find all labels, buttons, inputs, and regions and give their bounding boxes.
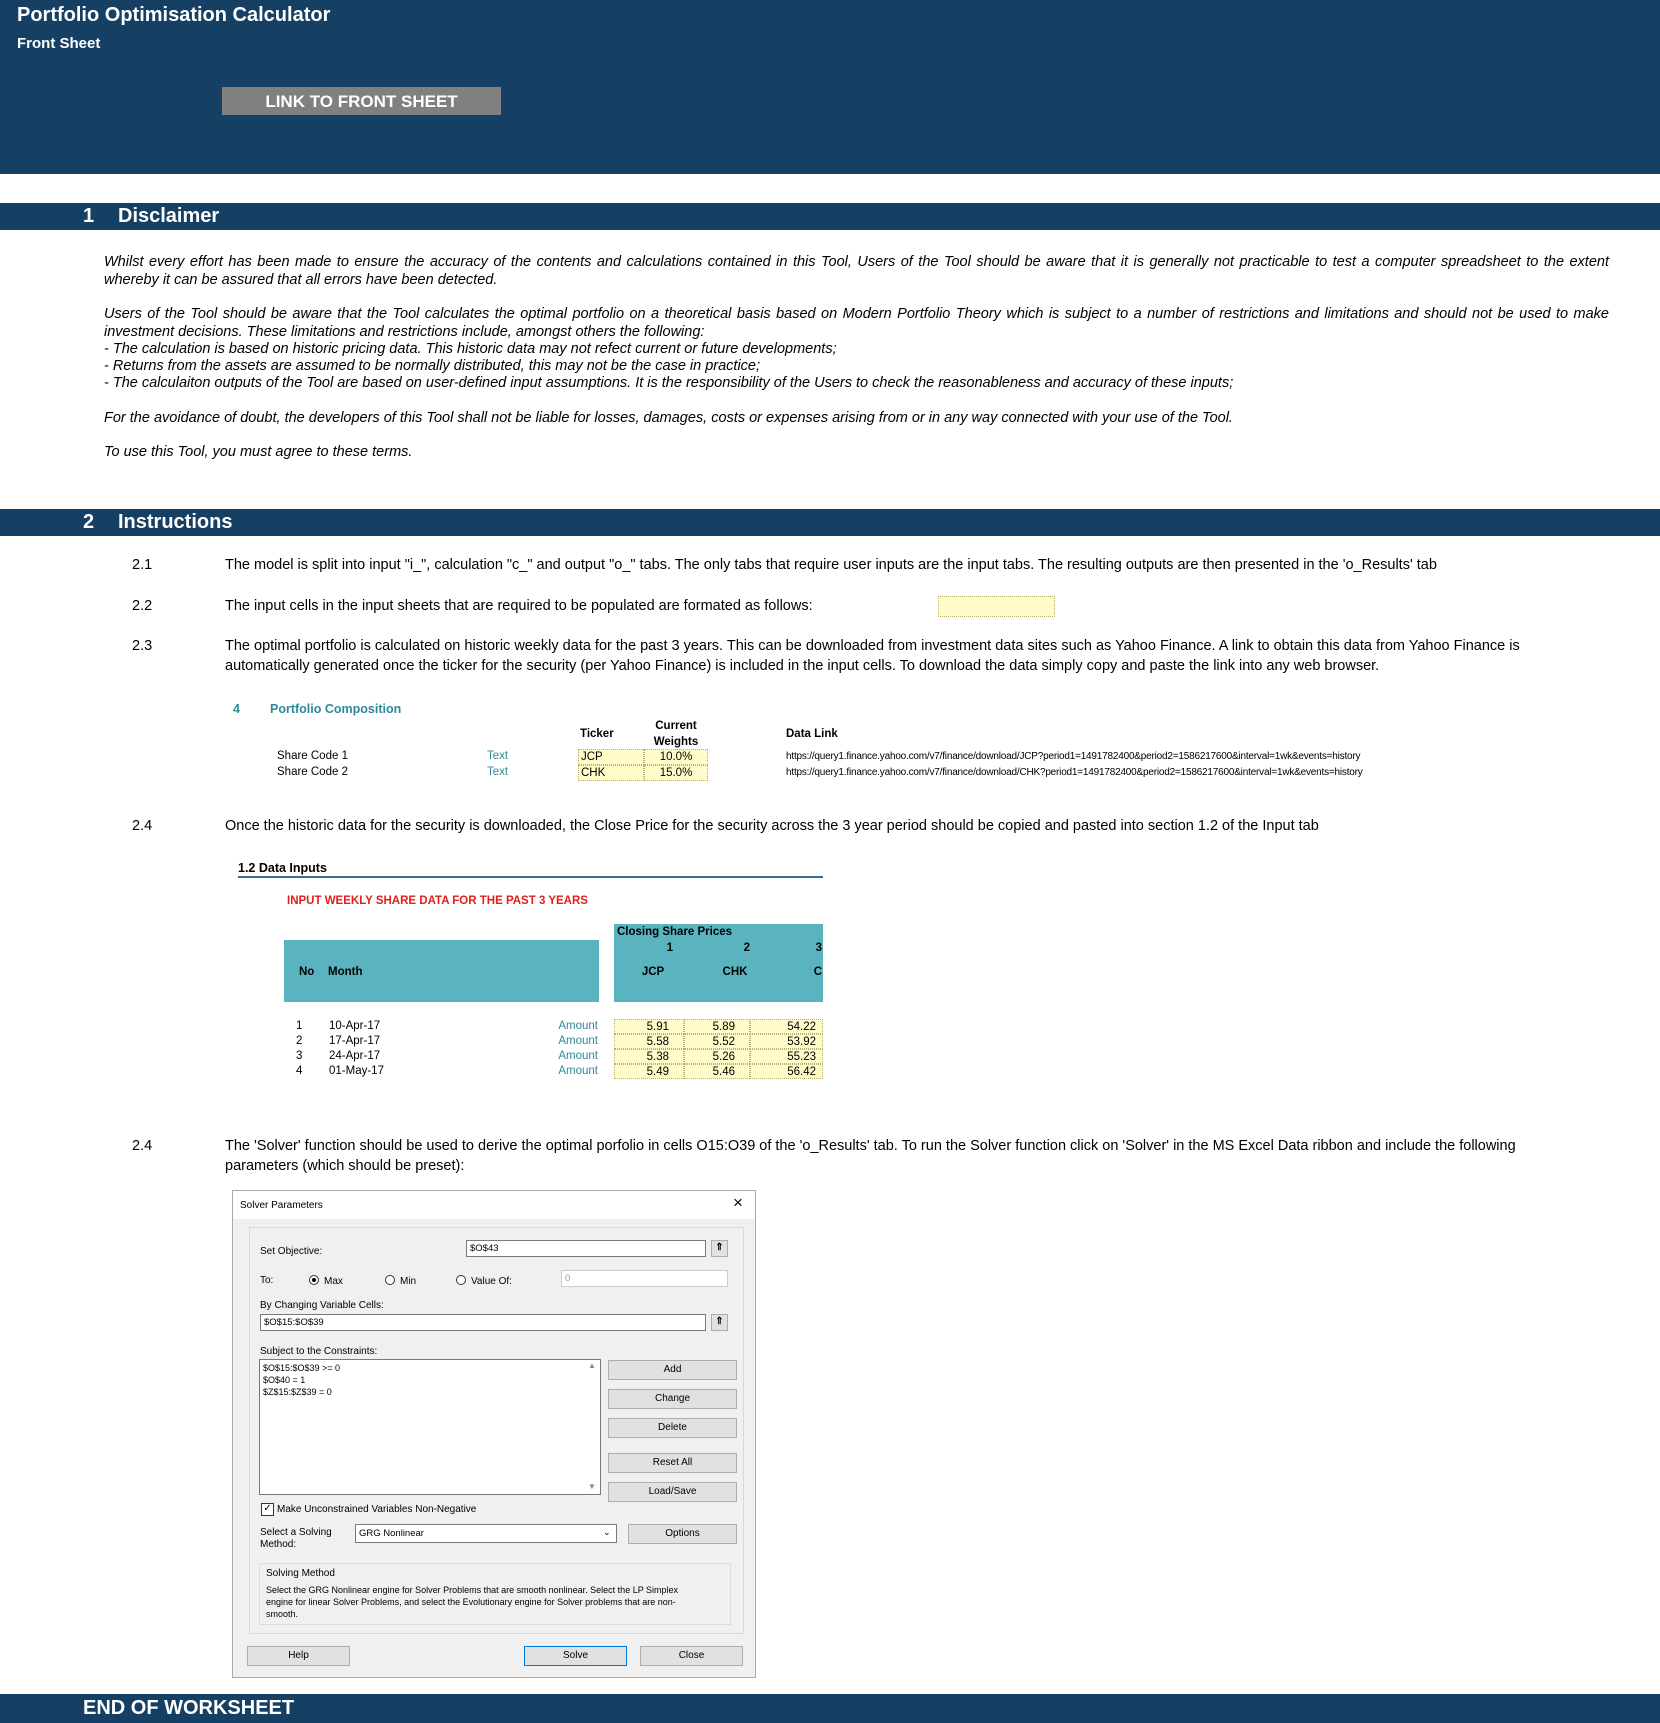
delete-button[interactable]: Delete (608, 1418, 737, 1438)
disclaimer-paragraph-1: Whilst every effort has been made to ensure the accuracy of the contents and calculations contained in this Tool, Users of the Tool should be aware that it is generally not practicable to test a computer spreadsheet to the extent whereby it can be assured that all errors have been detected. (104, 254, 1609, 288)
disclaimer-bullet-2: - Returns from the assets are assumed to be normally distributed, this may not be the case in practice; (104, 358, 761, 374)
disclaimer-paragraph-3: For the avoidance of doubt, the developers of this Tool shall not be liable for losses, damages, costs or expenses arising from or in any way connected with your use of the Tool. (104, 410, 1233, 426)
help-button[interactable]: Help (247, 1646, 350, 1666)
price-input[interactable]: 5.38 (614, 1049, 684, 1064)
method-select[interactable]: GRG Nonlinear (355, 1524, 617, 1543)
row-month: 24-Apr-17 (329, 1050, 381, 1062)
col-data-link: Data Link (786, 728, 838, 740)
row-type: Amount (558, 1065, 598, 1077)
solver-parameters-dialog (232, 1190, 756, 1678)
col-weights-line1: Current (655, 720, 697, 732)
col-num: 3 (815, 942, 822, 954)
row-month: 17-Apr-17 (329, 1035, 381, 1047)
price-input[interactable]: 54.22 (750, 1019, 823, 1034)
method-label-line2: Method: (260, 1539, 297, 1550)
scroll-down-icon[interactable]: ▼ (588, 1482, 596, 1491)
section-title: Instructions (118, 511, 233, 533)
price-input[interactable]: 5.52 (684, 1034, 750, 1049)
row-type: Amount (558, 1050, 598, 1062)
instruction-text: The optimal portfolio is calculated on historic weekly data for the past 3 years. This can be downloaded from investment data sites such as Yahoo Finance. A link to obtain this data from Yahoo Finance is automatically generated once the ticker for the security (per Yahoo Finance) is included in the input cells. To download the data simply copy and paste the link into any web browser. (225, 638, 1520, 674)
section-title: Disclaimer (118, 205, 220, 227)
add-button[interactable]: Add (608, 1360, 737, 1380)
share-code-label: Share Code 2 (277, 766, 348, 778)
page-title: Portfolio Optimisation Calculator (17, 4, 331, 26)
objective-field[interactable]: $O$43 (466, 1240, 706, 1257)
col-month: Month (328, 966, 363, 978)
row-month: 01-May-17 (329, 1065, 384, 1077)
instruction-number: 2.1 (132, 557, 153, 573)
composition-title: Portfolio Composition (270, 702, 402, 716)
divider (238, 876, 823, 878)
disclaimer-bullet-3: - The calculaiton outputs of the Tool are based on user-defined input assumptions. It is the responsibility of the Users to check the reasonableness and accuracy of these inputs; (104, 375, 1234, 391)
max-radio[interactable] (309, 1275, 319, 1285)
col-num: 2 (743, 942, 750, 954)
price-input[interactable]: 5.49 (614, 1064, 684, 1079)
section-number: 2 (83, 511, 95, 533)
row-type: Amount (558, 1035, 598, 1047)
warning-label: INPUT WEEKLY SHARE DATA FOR THE PAST 3 YEARS (287, 895, 588, 907)
nonneg-checkbox[interactable]: ✓ (261, 1503, 274, 1516)
instruction-text: The input cells in the input sheets that are required to be populated are formated as follows: (225, 598, 813, 614)
collapse-icon[interactable]: ⇑ (711, 1314, 728, 1331)
col-no: No (299, 966, 315, 978)
data-inputs-title: 1.2 Data Inputs (238, 861, 327, 875)
collapse-icon[interactable]: ⇑ (711, 1240, 728, 1257)
price-input[interactable]: 56.42 (750, 1064, 823, 1079)
section-header-disclaimer (0, 203, 1660, 230)
col-ticker: JCP (641, 966, 665, 978)
weight-input[interactable]: 10.0% (644, 749, 708, 765)
max-label: Max (324, 1276, 343, 1287)
data-link[interactable]: https://query1.finance.yahoo.com/v7/finance/download/JCP?period1=1491782400&period2=1586217600&interval=1wk&events=history (786, 751, 1361, 762)
col-ticker: CHK (722, 966, 748, 978)
page-subtitle: Front Sheet (17, 35, 101, 52)
col-weights-line2: Weights (653, 736, 699, 748)
data-link[interactable]: https://query1.finance.yahoo.com/v7/finance/download/CHK?period1=1491782400&period2=1586217600&interval=1wk&events=history (786, 767, 1363, 778)
to-label: To: (260, 1275, 274, 1286)
ticker-input[interactable]: CHK (578, 765, 644, 781)
instruction-number: 2.4 (132, 1138, 153, 1154)
section-number: 1 (83, 205, 95, 227)
constraint-item[interactable]: $O$40 = 1 (263, 1375, 306, 1385)
solve-button[interactable]: Solve (524, 1646, 627, 1666)
instruction-text: The model is split into input "i_", calculation "c_" and output "o_" tabs. The only tabs that require user inputs are the input tabs. The resulting outputs are then presented in the 'o_Results' tab (225, 557, 1437, 573)
weight-input[interactable]: 15.0% (644, 765, 708, 781)
options-button[interactable]: Options (628, 1524, 737, 1544)
cell-type-text: Text (487, 766, 509, 778)
min-label: Min (400, 1276, 417, 1287)
load-save-button[interactable]: Load/Save (608, 1482, 737, 1502)
share-code-label: Share Code 1 (277, 750, 348, 762)
col-ticker: C (813, 966, 822, 978)
disclaimer-paragraph-4: To use this Tool, you must agree to these terms. (104, 444, 413, 460)
set-objective-label: Set Objective: (260, 1246, 323, 1257)
close-icon[interactable]: × (733, 1193, 743, 1212)
price-input[interactable]: 55.23 (750, 1049, 823, 1064)
disclaimer-paragraph-2: Users of the Tool should be aware that the Tool calculates the optimal portfolio on a theoretical basis based on Modern Portfolio Theory which is subject to a number of restrictions and limitations and should not be used to make investment decisions. These limitations and restrictions include, amongst others the following: (104, 306, 1609, 340)
row-month: 10-Apr-17 (329, 1020, 381, 1032)
section-header-instructions (0, 509, 1660, 536)
disclaimer-bullet-1: - The calculation is based on historic pricing data. This historic data may not refect current or future developments; (104, 341, 837, 357)
price-input[interactable]: 5.26 (684, 1049, 750, 1064)
instruction-number: 2.3 (132, 638, 153, 654)
dialog-title: Solver Parameters (240, 1200, 323, 1211)
header-banner (0, 0, 1660, 174)
input-cell-format-sample (938, 596, 1055, 617)
constraint-item[interactable]: $Z$15:$Z$39 = 0 (263, 1387, 332, 1397)
row-no: 1 (296, 1020, 303, 1032)
scroll-up-icon[interactable]: ▲ (588, 1361, 596, 1370)
chevron-down-icon[interactable]: ⌄ (603, 1527, 611, 1537)
row-no: 2 (296, 1035, 303, 1047)
footer-bar (0, 1694, 1660, 1723)
end-of-worksheet: END OF WORKSHEET (83, 1697, 295, 1719)
row-no: 4 (296, 1065, 303, 1077)
solving-method-title: Solving Method (266, 1568, 335, 1579)
link-to-front-sheet-button[interactable]: LINK TO FRONT SHEET (222, 87, 501, 115)
cell-type-text: Text (487, 750, 509, 762)
changing-cells-label: By Changing Variable Cells: (260, 1300, 384, 1311)
instruction-text: Once the historic data for the security is downloaded, the Close Price for the security across the 3 year period should be copied and pasted into section 1.2 of the Input tab (225, 818, 1319, 834)
instruction-text: The 'Solver' function should be used to derive the optimal porfolio in cells O15:O39 of the 'o_Results' tab. To run the Solver function click on 'Solver' in the MS Excel Data ribbon and include the following parameters (which should be preset): (225, 1138, 1516, 1174)
closing-prices-header: Closing Share Prices (617, 926, 733, 938)
value-of-label: Value Of: (471, 1276, 512, 1287)
row-no: 3 (296, 1050, 303, 1062)
solving-method-text: Select the GRG Nonlinear engine for Solver Problems that are smooth nonlinear. Select the LP Simplex engine for linear Solver Problems, and select the Evolutionary engine for Solver problems that are non-smooth. (266, 1585, 679, 1619)
reset-all-button[interactable]: Reset All (608, 1453, 737, 1473)
method-label-line1: Select a Solving (260, 1527, 332, 1538)
price-input[interactable]: 5.89 (684, 1019, 750, 1034)
col-ticker: Ticker (580, 728, 614, 740)
price-input[interactable]: 53.92 (750, 1034, 823, 1049)
price-input[interactable]: 5.46 (684, 1064, 750, 1079)
constraints-label: Subject to the Constraints: (260, 1346, 378, 1357)
col-num: 1 (666, 942, 673, 954)
composition-number: 4 (233, 702, 240, 716)
min-radio[interactable] (385, 1275, 395, 1285)
constraint-item[interactable]: $O$15:$O$39 >= 0 (263, 1363, 341, 1373)
nonneg-label: Make Unconstrained Variables Non-Negative (277, 1504, 477, 1515)
constraints-list[interactable] (259, 1359, 601, 1495)
row-type: Amount (558, 1020, 598, 1032)
changing-cells-field[interactable]: $O$15:$O$39 (260, 1314, 706, 1331)
instruction-number: 2.2 (132, 598, 153, 614)
price-input[interactable]: 5.91 (614, 1019, 684, 1034)
ticker-input[interactable]: JCP (578, 749, 644, 765)
instruction-number: 2.4 (132, 818, 153, 834)
value-of-radio[interactable] (456, 1275, 466, 1285)
price-input[interactable]: 5.58 (614, 1034, 684, 1049)
close-button[interactable]: Close (640, 1646, 743, 1666)
change-button[interactable]: Change (608, 1389, 737, 1409)
value-of-field[interactable]: 0 (561, 1270, 728, 1287)
